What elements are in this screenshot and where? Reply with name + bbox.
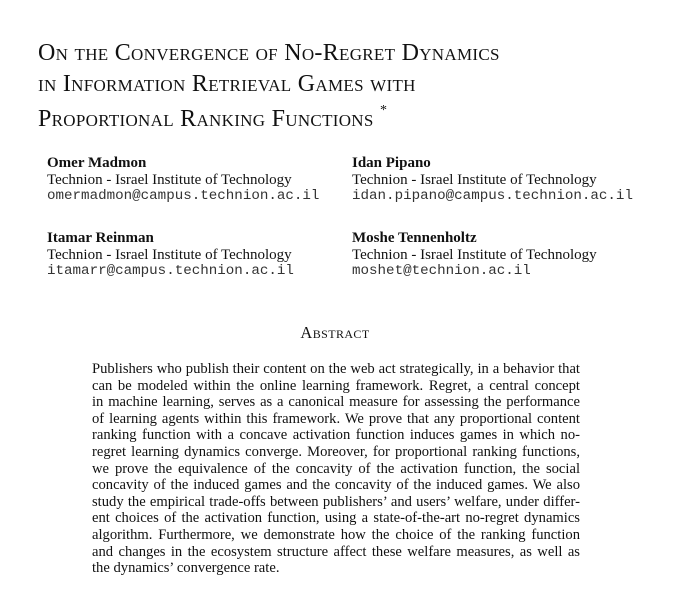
author-affiliation: Technion - Israel Institute of Technology bbox=[352, 246, 597, 263]
title-line-1: On the Convergence of No-Regret Dynamics bbox=[38, 40, 500, 66]
author-block-3 bbox=[47, 230, 294, 280]
abstract-line: regret learning dynamics converge. Moreover, for proportional ranking functions, bbox=[92, 443, 580, 460]
abstract-line: we prove the equivalence of the concavity of the activation function, the social bbox=[92, 460, 580, 477]
author-block-4 bbox=[352, 230, 597, 280]
author-name: Moshe Tennenholtz bbox=[352, 230, 477, 246]
author-email[interactable]: omermadmon@campus.technion.ac.il bbox=[47, 188, 320, 204]
author-email[interactable]: idan.pipano@campus.technion.ac.il bbox=[352, 188, 633, 204]
title-line-3 bbox=[38, 99, 678, 135]
author-affiliation: Technion - Israel Institute of Technology bbox=[47, 246, 292, 263]
abstract-line: algorithm. Furthermore, we demonstrate how the choice of the ranking function bbox=[92, 526, 580, 543]
abstract-heading: Abstract bbox=[300, 323, 370, 342]
author-name: Idan Pipano bbox=[352, 155, 431, 171]
author-affiliation: Technion - Israel Institute of Technology bbox=[47, 171, 292, 188]
abstract-line: study the empirical trade-offs between publishers’ and users’ welfare, under differ- bbox=[92, 493, 580, 510]
abstract-line: Publishers who publish their content on the web act strategically, in a behavior that bbox=[92, 361, 580, 377]
author-email[interactable]: moshet@technion.ac.il bbox=[352, 263, 531, 279]
abstract-line: concavity of the induced games and the concavity of the induced games. We also bbox=[92, 477, 580, 494]
abstract-line: ent choices of the activation function, using a state-of-the-art no-regret dynamics bbox=[92, 510, 580, 527]
author-name: Itamar Reinman bbox=[47, 230, 154, 246]
abstract-body bbox=[92, 361, 580, 577]
author-email[interactable]: itamarr@campus.technion.ac.il bbox=[47, 263, 294, 279]
author-block-2 bbox=[352, 155, 633, 205]
abstract-line: in machine learning, serves as a canonical measure for assessing the performance bbox=[92, 394, 580, 411]
abstract-line: and changes in the ecosystem structure affect these welfare measures, as well as bbox=[92, 543, 580, 560]
abstract-line: ranking function with a concave activation function induces games in which no- bbox=[92, 427, 580, 444]
author-name: Omer Madmon bbox=[47, 155, 147, 171]
author-block-1 bbox=[47, 155, 319, 205]
title-footnote-mark: * bbox=[379, 103, 388, 118]
abstract-line: can be modeled within the online learning framework. Regret, a central concept bbox=[92, 377, 580, 394]
title-line-2: in Information Retrieval Games with bbox=[38, 70, 416, 97]
abstract-line: the dynamics’ convergence rate. bbox=[92, 560, 280, 577]
author-affiliation: Technion - Israel Institute of Technology bbox=[352, 171, 597, 188]
paper-title bbox=[38, 38, 678, 135]
title-line-3-text: Proportional Ranking Functions bbox=[38, 106, 374, 132]
abstract-line: of learning agents within this framework. We prove that any proportional content bbox=[92, 410, 580, 427]
